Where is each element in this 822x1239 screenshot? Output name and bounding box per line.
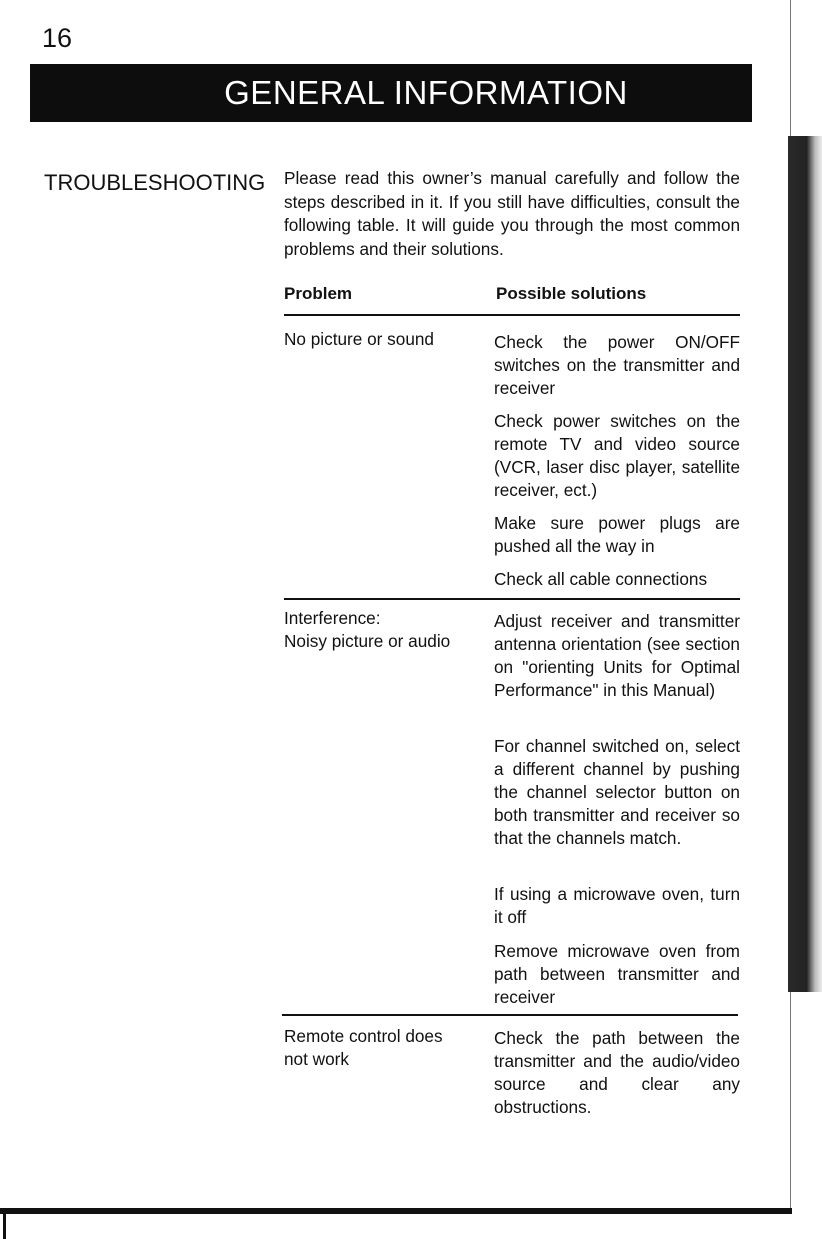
- table-row-solution: Check the power ON/OFF switches on the transmitter and receiver: [494, 332, 740, 398]
- intro-paragraph: Please read this owner’s manual carefully and follow the steps described in it. If you still have difficulties, consult the following table. It will guide you through the most common problems and their solutions.: [284, 168, 740, 259]
- table-row-solution: Check the path between the transmitter and the audio/video source and clear any obstructions.: [494, 1028, 740, 1117]
- banner-title: GENERAL INFORMATION: [224, 74, 628, 111]
- page-corner-mark: [3, 1212, 6, 1239]
- table-header-solutions: Possible solutions: [496, 284, 647, 303]
- page-number: 16: [42, 23, 73, 53]
- table-header-problem: Problem: [284, 284, 353, 303]
- table-row-solution: Make sure power plugs are pushed all the way in: [494, 513, 740, 556]
- page-edge-shadow: [788, 136, 822, 992]
- table-row-problem: Remote control does not work: [284, 1026, 443, 1069]
- table-row-solution: If using a microwave oven, turn it off: [494, 884, 740, 927]
- header-banner: [30, 64, 752, 122]
- table-row-solution: Check all cable connections: [494, 569, 708, 589]
- table-row-divider: [282, 1014, 738, 1016]
- table-row-solution: Remove microwave oven from path between transmitter and receiver: [494, 941, 740, 1007]
- table-header-rule: [284, 314, 740, 316]
- page-edge-line: [790, 992, 791, 1208]
- table-row-problem: No picture or sound: [284, 329, 434, 349]
- section-heading: TROUBLESHOOTING: [44, 170, 266, 195]
- page-edge-line: [790, 0, 791, 136]
- table-row-problem: Interference: Noisy picture or audio: [284, 608, 451, 651]
- table-row-solution: Check power switches on the remote TV and video source (VCR, laser disc player, satellite receiver, ect.): [494, 411, 740, 500]
- table-row-solution: Adjust receiver and transmitter antenna orientation (see section on "orienting Units for Optimal Performance" in this Manual): [494, 611, 740, 700]
- page-bottom-edge: [0, 1208, 792, 1214]
- table-row-solution: For channel switched on, select a different channel by pushing the channel selector button on both transmitter and receiver so that the channels match.: [494, 736, 740, 848]
- table-row-divider: [284, 598, 740, 600]
